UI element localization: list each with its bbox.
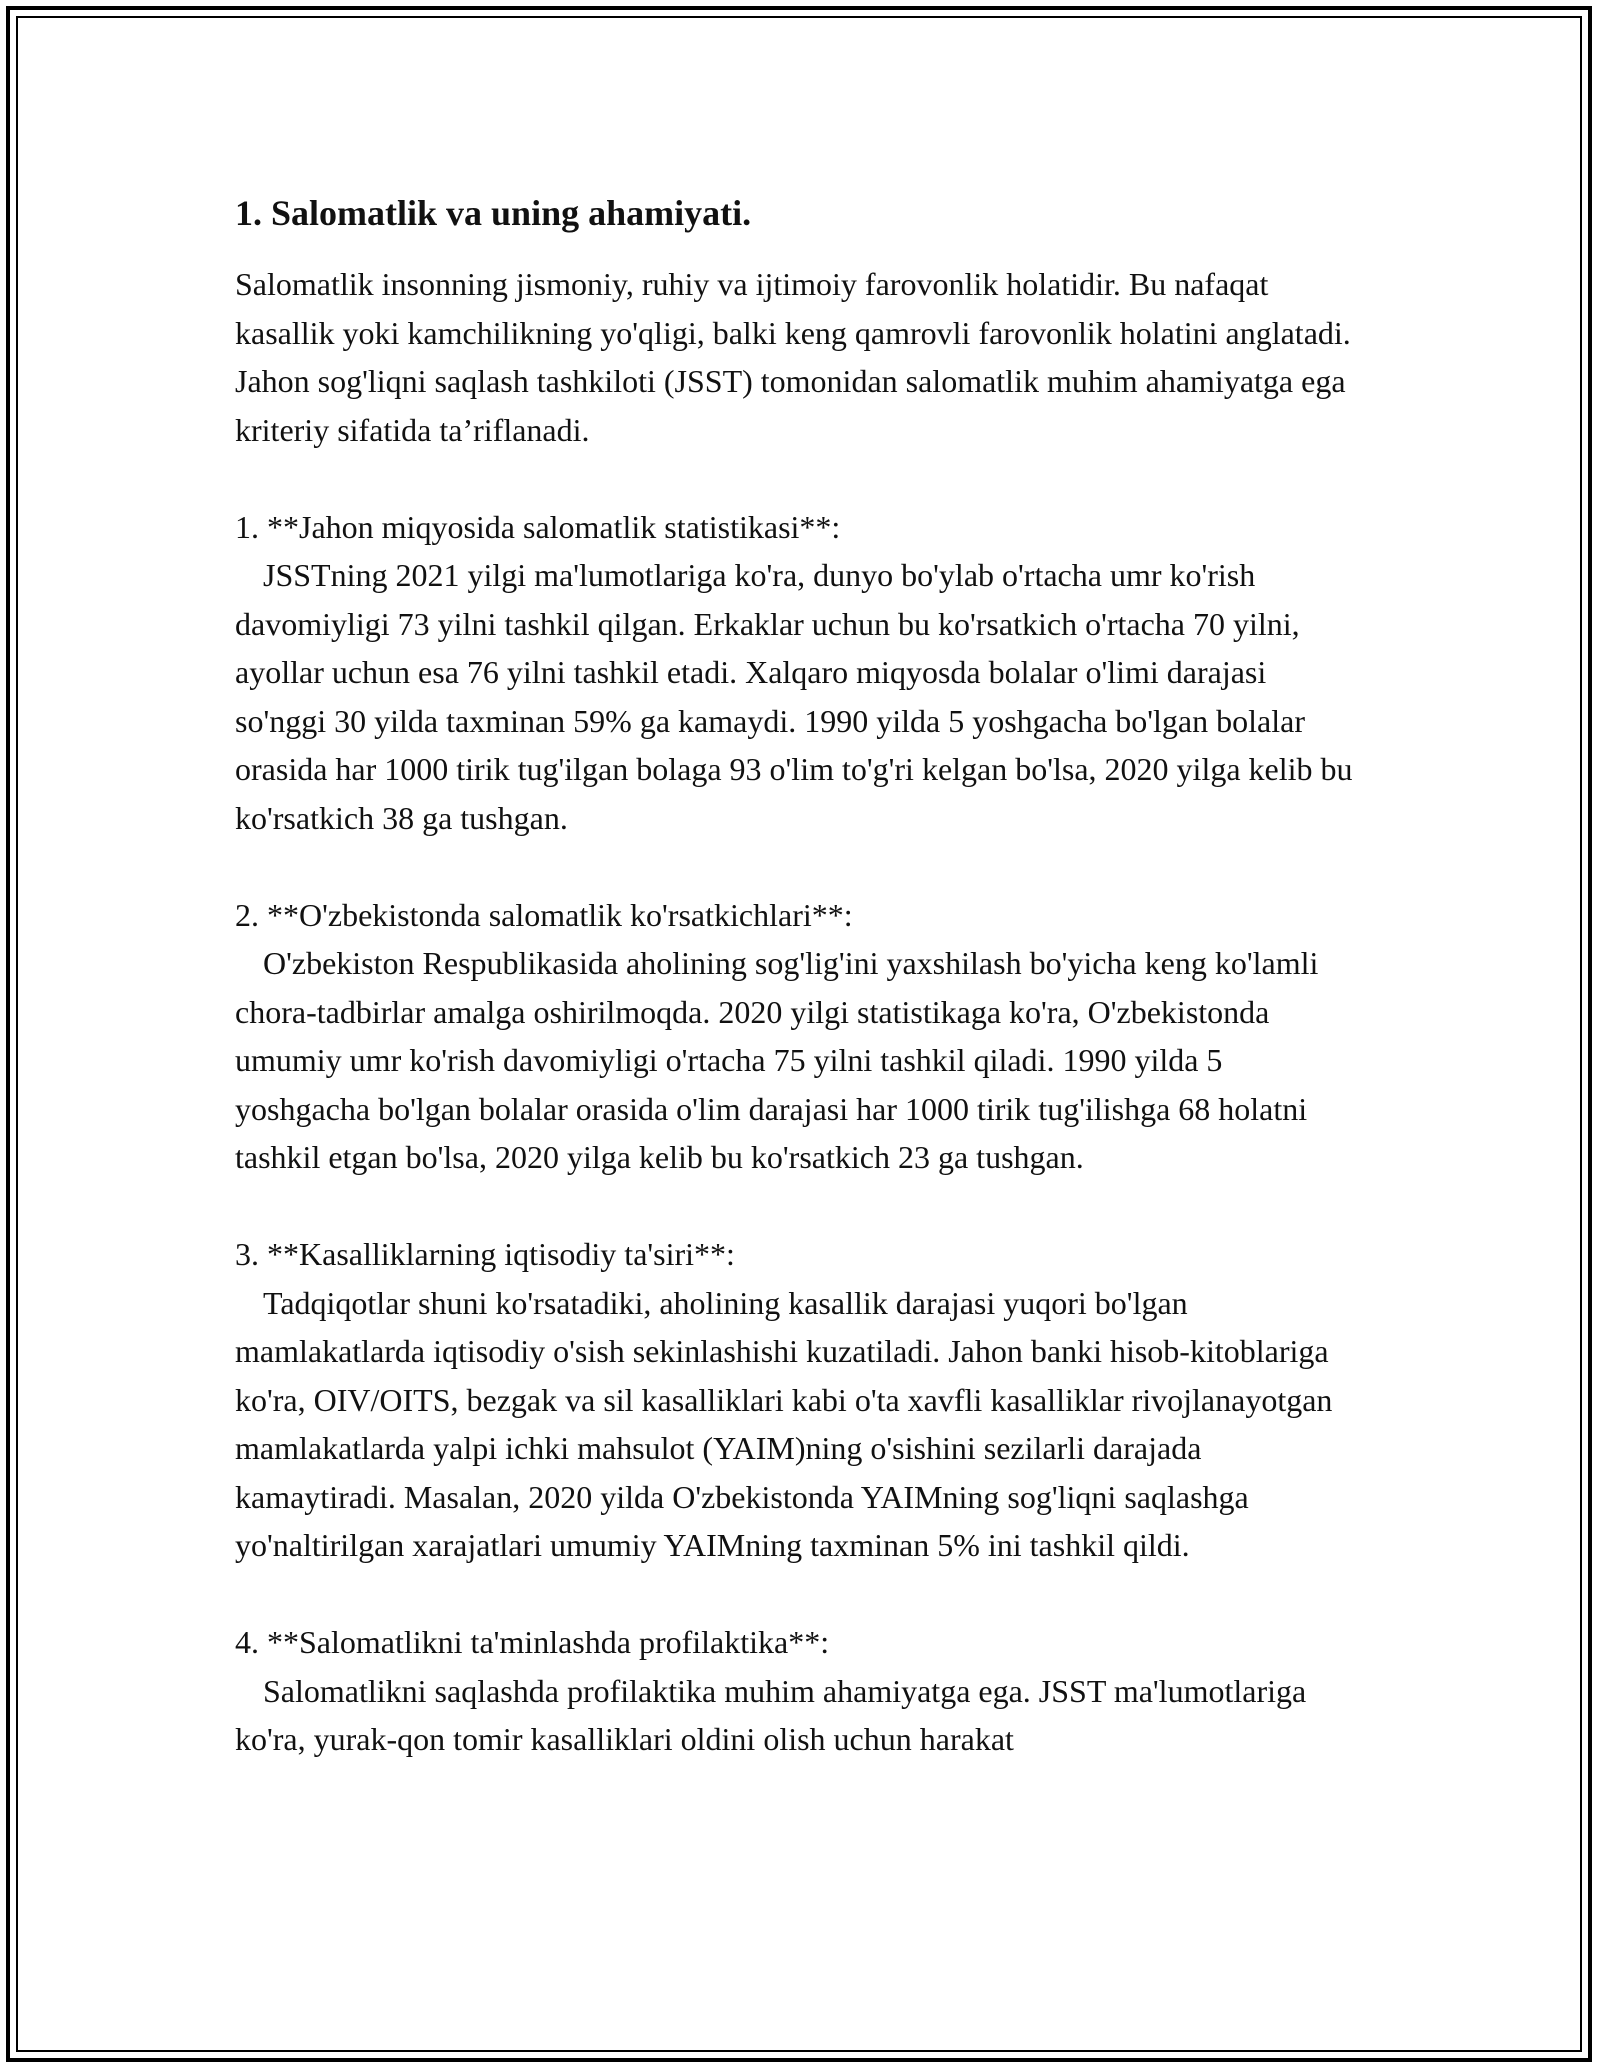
section-1 <box>235 503 1365 843</box>
section-heading: 4. **Salomatlikni ta'minlashda profilaktika**: <box>235 1624 830 1660</box>
document-body <box>235 188 1365 1764</box>
section-heading: 1. **Jahon miqyosida salomatlik statistikasi**: <box>235 508 841 545</box>
section-3 <box>235 1230 1365 1570</box>
section-heading: 3. **Kasalliklarning iqtisodiy ta'siri**: <box>235 1236 735 1272</box>
section-text: O'zbekiston Respublikasida aholining sog'lig'ini yaxshilash bo'yicha keng ko'lamli chora-tadbirlar amalga oshirilmoqda. 2020 yilgi statistikaga ko'ra, O'zbekistonda umumiy umr ko'rish davomiyligi o'rtacha 75 yilni tashkil qiladi. 1990 yilda 5 yoshgacha bo'lgan bolalar orasida o'lim darajasi har 1000 tirik tug'ilishga 68 holatni tashkil etgan bo'lsa, 2020 yilga kelib bu ko'rsatkich 23 ga tushgan. <box>235 945 1319 1175</box>
section-text: Salomatlikni saqlashda profilaktika muhim ahamiyatga ega. JSST ma'lumotlariga ko'ra, yurak-qon tomir kasalliklari oldini olish uchun harakat <box>235 1672 1307 1757</box>
section-heading: 2. **O'zbekistonda salomatlik ko'rsatkichlari**: <box>235 896 853 933</box>
section-4 <box>235 1618 1365 1764</box>
intro-paragraph: Salomatlik insonning jismoniy, ruhiy va ijtimoiy farovonlik holatidir. Bu nafaqat kasallik yoki kamchilikning yo'qligi, balki keng qamrovli farovonlik holatini anglatadi. Jahon sog'liqni saqlash tashkiloti (JSST) tomonidan salomatlik muhim ahamiyatga ega kriteriy sifatida ta’riflanadi. <box>235 266 1351 448</box>
section-text: JSSTning 2021 yilgi ma'lumotlariga ko'ra, dunyo bo'ylab o'rtacha umr ko'rish davomiyligi 73 yilni tashkil qilgan. Erkaklar uchun bu ko'rsatkich o'rtacha 70 yilni, ayollar uchun esa 76 yilni tashkil etadi. Xalqaro miqyosda bolalar o'limi darajasi so'nggi 30 yilda taxminan 59% ga kamaydi. 1990 yilda 5 yoshgacha bo'lgan bolalar orasida har 1000 tirik tug'ilgan bolaga 93 o'lim to'g'ri kelgan bo'lsa, 2020 yilga kelib bu ko'rsatkich 38 ga tushgan. <box>235 557 1353 836</box>
section-2 <box>235 891 1365 1182</box>
section-text: Tadqiqotlar shuni ko'rsatadiki, aholining kasallik darajasi yuqori bo'lgan mamlakatlarda iqtisodiy o'sish sekinlashishi kuzatiladi. Jahon banki hisob-kitoblariga ko'ra, OIV/OITS, bezgak va sil kasalliklari kabi o'ta xavfli kasalliklar rivojlanayotgan mamlakatlarda yalpi ichki mahsulot (YAIM)ning o'sishini sezilarli darajada kamaytiradi. Masalan, 2020 yilda O'zbekistonda YAIMning sog'liqni saqlashga yo'naltirilgan xarajatlari umumiy YAIMning taxminan 5% ini tashkil qildi. <box>235 1284 1333 1563</box>
document-title: 1. Salomatlik va uning ahamiyati. <box>235 193 752 233</box>
